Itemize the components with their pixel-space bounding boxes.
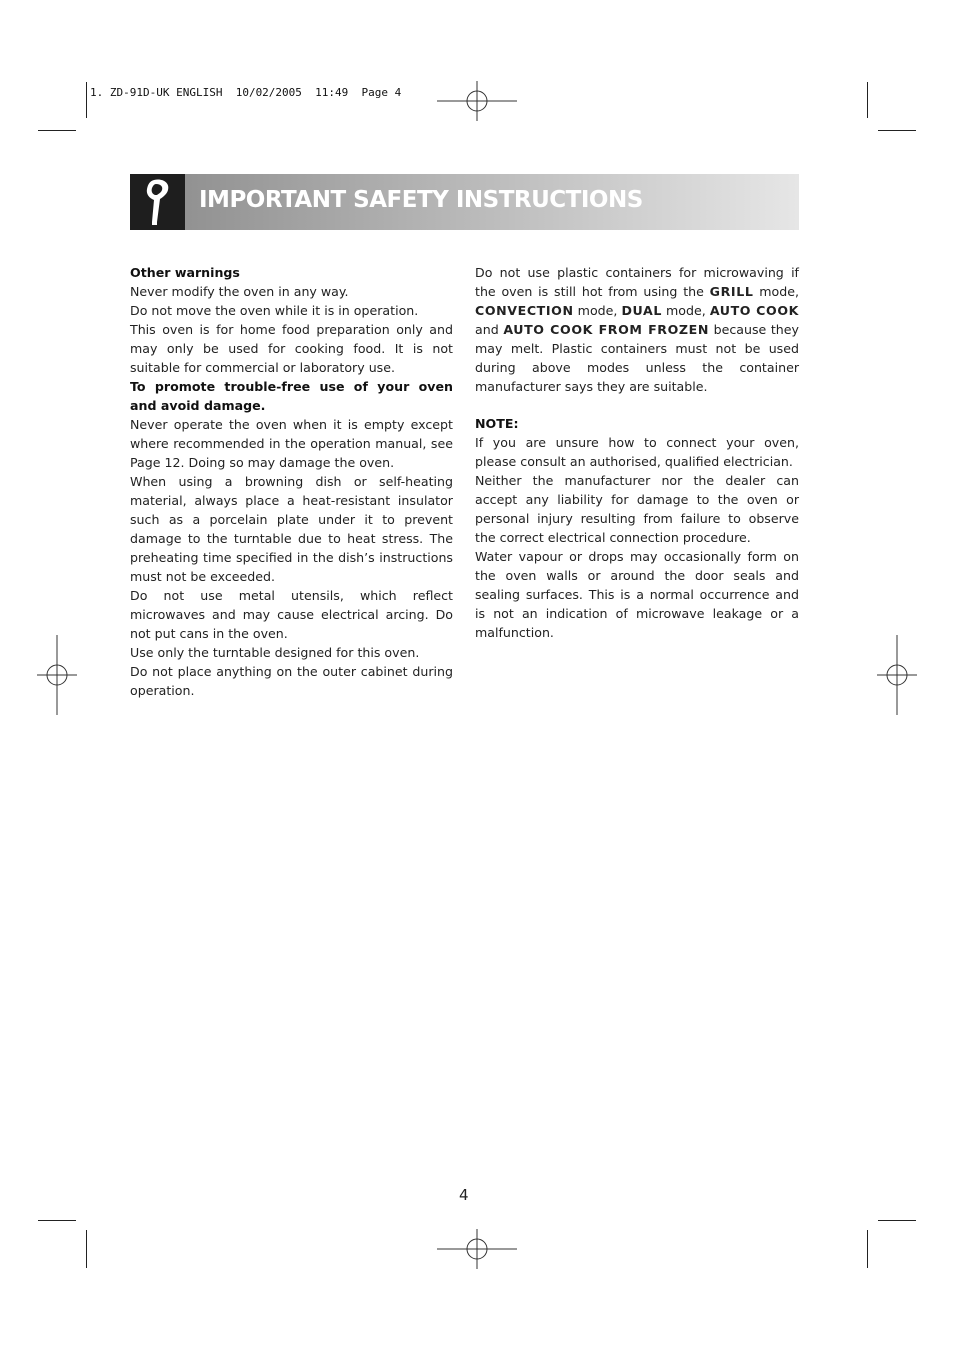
page-title: IMPORTANT SAFETY INSTRUCTIONS <box>199 187 643 213</box>
crop-mark-top-left-h <box>38 130 76 131</box>
crop-mark-top-right-v <box>867 82 868 118</box>
heading-note: NOTE: <box>475 416 519 431</box>
paragraph: Use only the turntable designed for this oven. <box>130 645 420 660</box>
paragraph: If you are unsure how to connect your oven, please consult an authorised, qualified electrician. <box>475 435 799 469</box>
paragraph: When using a browning dish or self-heating material, always place a heat-resistant insulator such as a porcelain plate under it to prevent damage to the turntable due to heat stress. The preheating time specified in the dish’s instructions must not be exceeded. <box>130 474 453 584</box>
text-run: and <box>475 322 504 337</box>
paragraph: Do not move the oven while it is in operation. <box>130 303 419 318</box>
mode-auto-cook: AUTO COOK <box>709 303 799 318</box>
section-banner <box>130 174 799 230</box>
paragraph: Do not use metal utensils, which reflect microwaves and may cause electrical arcing. Do not put cans in the oven. <box>130 588 453 641</box>
registration-mark-right <box>857 635 937 715</box>
mode-dual: DUAL <box>621 303 662 318</box>
text-run: Do not use plastic containers for microwaving if the oven is still hot from using the <box>475 265 799 299</box>
mode-auto-cook-from-frozen: AUTO COOK FROM FROZEN <box>503 322 709 337</box>
paragraph: Never modify the oven in any way. <box>130 284 349 299</box>
text-run: mode, <box>661 303 710 318</box>
crop-mark-bottom-right-v <box>867 1230 868 1268</box>
registration-mark-top <box>437 61 517 141</box>
paragraph: This oven is for home food preparation only and may only be used for cooking food. It is not suitable for commercial or laboratory use. <box>130 322 453 375</box>
paragraph: Do not place anything on the outer cabinet during operation. <box>130 664 453 698</box>
crop-mark-bottom-left-h <box>38 1220 76 1221</box>
mode-convection: CONVECTION <box>475 303 574 318</box>
paragraph: Never operate the oven when it is empty except where recommended in the operation manual, see Page 12. Doing so may damage the oven. <box>130 417 453 470</box>
crop-mark-top-right-h <box>878 130 916 131</box>
exclamation-icon <box>130 174 185 230</box>
registration-mark-left <box>17 635 97 715</box>
paragraph: Water vapour or drops may occasionally form on the oven walls or around the door seals and sealing surfaces. This is a normal occurrence and is not an indication of microwave leakage or a malfunction. <box>475 549 799 640</box>
crop-mark-bottom-right-h <box>878 1220 916 1221</box>
print-slug: 1. ZD-91D-UK ENGLISH 10/02/2005 11:49 Page 4 <box>90 86 402 99</box>
paragraph: Neither the manufacturer nor the dealer can accept any liability for damage to the oven or personal injury resulting from failure to observe the correct electrical connection procedure. <box>475 473 799 545</box>
left-column <box>130 263 453 700</box>
right-column <box>475 263 799 642</box>
mode-grill: GRILL <box>709 284 754 299</box>
crop-mark-top-left-v <box>86 82 87 118</box>
heading-other-warnings: Other warnings <box>130 265 240 280</box>
heading-trouble-free: To promote trouble-free use of your oven and avoid damage. <box>130 379 453 413</box>
page-number: 4 <box>459 1186 469 1204</box>
crop-mark-bottom-left-v <box>86 1230 87 1268</box>
text-run: mode, <box>573 303 622 318</box>
paragraph-plastic-containers <box>475 263 799 396</box>
text-run: because they may melt. Plastic containers must not be used during above modes unless the container manufacturer says they are suitable. <box>475 322 799 394</box>
registration-mark-bottom <box>437 1209 517 1289</box>
text-run: mode, <box>753 284 799 299</box>
